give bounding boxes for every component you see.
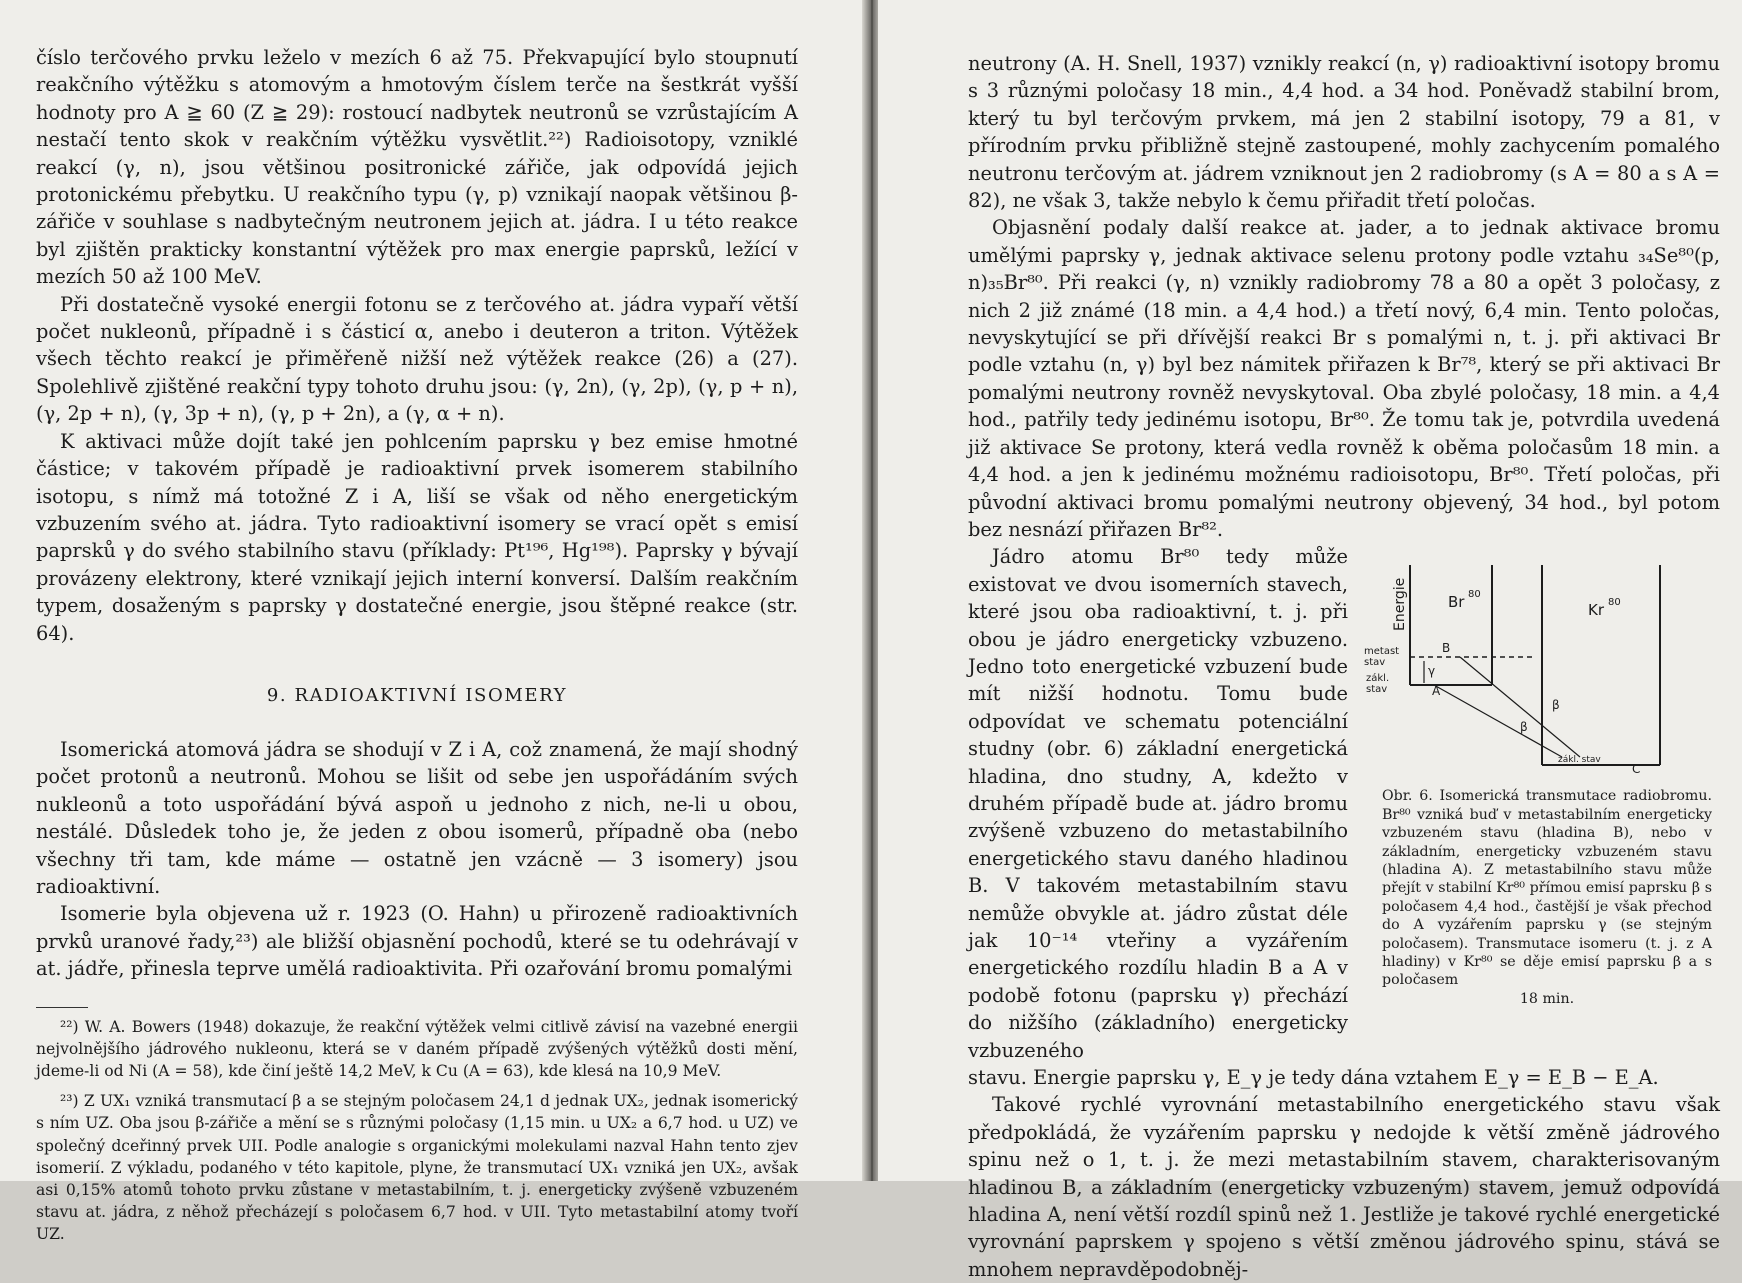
footnotes (36, 1016, 798, 1246)
level-a-label: A (1432, 684, 1441, 699)
caption-last-line: 18 min. (1519, 990, 1575, 1007)
paragraph: Při dostatečně vysoké energii fotonu se z terčového at. jádra vypaří větší počet nukleonů, případně i s částicí α, anebo i deuteron a triton. Výtěžek všech těchto reakcí je přiměřeně nižší než výtěžek reakce (26) a (27). Spolehlivě zjištěné reakční typy tohoto druhu jsou: (γ, 2n), (γ, 2p), (γ, p + n), (γ, 2p + n), (γ, 3p + n), (γ, p + 2n), a (γ, α + n). (36, 292, 798, 426)
ground-label: zákl. (1366, 673, 1390, 685)
metastable-label: stav (1364, 657, 1386, 669)
right-body-text (968, 50, 1720, 543)
kr-label: Kr (1588, 601, 1605, 620)
right-page (878, 0, 1742, 1281)
energy-axis-label: Energie (1392, 578, 1408, 632)
left-page (0, 0, 868, 1244)
paragraph: Takové rychlé vyrovnání metastabilního energetického stavu však předpokládá, že vyzářením paprsku γ nedojde k větší změně jádrového spinu než o 1, t. j. že mezi metastabilním stavem, charakterisovaným hladinou B, a základním (energeticky vzbuzeným) stavem, jemuž odpovídá hladina A, není větší rozdíl spinů než 1. Jestliže je takové rychlé energetické vyrovnání paprskem γ spojeno s větší změnou jádrového spinu, stává se mnohem nepravděpodobněj- (968, 1093, 1720, 1281)
gamma-label: γ (1428, 664, 1436, 679)
br-mass: 80 (1468, 589, 1481, 601)
paragraph: stavu. Energie paprsku γ, E_γ je tedy dána vztahem E_γ = E_B − E_A. (968, 1066, 1659, 1090)
figure-6 (1362, 561, 1722, 1008)
paragraph: číslo terčového prvku leželo v mezích 6 až 75. Překvapující bylo stoupnutí reakčního výtěžku s atomovým a hmotovým číslem terče na šestkrát vyšší hodnoty pro A ≧ 60 (Z ≧ 29): rostoucí nadbytek neutronů se vzrůstajícím A nestačí tento skok v reakčním výtěžku vysvětlit.²²) Radioisotopy, vzniklé reakcí (γ, n), jsou většinou positronické zářiče, jak odpovídá jejich protonickému přebytku. U reakčního typu (γ, p) vznikají naopak většinou β-zářiče v souhlase s nadbytečným neutronem jejich at. jádra. I u této reakce byl zjištěn prakticky konstantní výtěžek pro max energie paprsků, ležící v mezích 50 až 100 MeV. (36, 46, 798, 289)
wrap-text (968, 543, 1348, 1064)
isomer-diagram (1362, 561, 1682, 775)
section-heading: 9. RADIOAKTIVNÍ ISOMERY (266, 684, 568, 706)
paragraph: K aktivaci může dojít také jen pohlcením paprsku γ bez emise hmotné částice; v takovém případě je radioaktivní prvek isomerem stabilního isotopu, s nímž má totožné Z i A, liší se však od něho energetickým vzbuzením svého at. jádra. Tyto radioaktivní isomery se vrací opět s emisí paprsků γ do svého stabilního stavu (příklady: Pt¹⁹⁶, Hg¹⁹⁸). Paprsky γ bývají provázeny elektrony, které vznikají jejich interní konversí. Dalším reakčním typem, dosaženým s paprsky γ dostatečné energie, jsou štěpné reakce (str. 64). (36, 429, 798, 645)
footnote: ²²) W. A. Bowers (1948) dokazuje, že reakční výtěžek velmi citlivě závisí na vazebné energii nejvolnějšího jádrového nukleonu, která se v daném případě zvýšených výtěžků dosti mění, jdeme-li od Ni (A = 58), kde činí ještě 14,2 MeV, k Cu (A = 63), kde klesá na 10,9 MeV. (36, 1017, 798, 1080)
figure-caption (1382, 787, 1712, 1008)
br-label: Br (1448, 593, 1465, 612)
footnote-rule (36, 1007, 88, 1008)
paragraph: neutrony (A. H. Snell, 1937) vznikly reakcí (n, γ) radioaktivní isotopy bromu s 3 různými poločasy 18 min., 4,4 hod. a 34 hod. Poněvadž stabilní brom, který tu byl terčovým prvkem, má jen 2 stabilní isotopy, 79 a 81, v přírodním prvku přibližně stejně zastoupené, mohly zachycením pomalého neutronu terčovým at. jádrem vzniknout jen 2 radiobromy (s A = 80 a s A = 82), ne však 3, takže nebylo k čemu přiřadit třetí poločas. (968, 52, 1720, 213)
kr-ground-label: zákl. stav (1558, 755, 1601, 766)
footnote: ²³) Z UX₁ vzniká transmutací β a se stejným poločasem 24,1 d jednak UX₂, jednak isomerický s ním UZ. Oba jsou β-zářiče a mění se s různými poločasy (1,15 min. u UX₂ a 6,7 hod. u UZ) ve společný dceřinný prvek UII. Podle analogie s organickými molekulami nazval Hahn tento zjev isomerií. Z výkladu, podaného v této kapitole, plyne, že transmutací UX₁ vzniká jen UX₂, avšak asi 0,15% atomů tohoto prvku zůstane v metastabilním, t. j. energeticky zvýšeně vzbuzeném stavu at. jádra, z něhož přecházejí s poločasem 6,7 hod. v UII. Tyto metastabilní atomy tvoří UZ. (36, 1092, 798, 1244)
section-body-text (36, 736, 798, 983)
beta-label-1: β (1552, 698, 1560, 713)
level-b-label: B (1442, 641, 1451, 656)
caption-text: Obr. 6. Isomerická transmutace radiobromu. Br⁸⁰ vzniká buď v metastabilním energeticky vzbuzeném stavu (hladina B), nebo v základním, energeticky vzbuzeném stavu (hladina A). Z metastabilního stavu může přejít v stabilní Kr⁸⁰ přímou emisí paprsku β s poločasem 4,4 hod., častější je však přechod do A vyzářením paprsku γ (se stejným poločasem). Transmutace isomeru (t. j. z A hladiny) v Kr⁸⁰ se děje emisí paprsku β a s poločasem (1382, 788, 1712, 989)
level-c-label: C (1632, 762, 1641, 777)
beta-arrow-1 (1460, 657, 1580, 757)
paragraph: Objasnění podaly další reakce at. jader, a to jednak aktivace bromu umělými paprsky γ, jednak aktivace selenu protony podle vztahu ₃₄Se⁸⁰(p, n)₃₅Br⁸⁰. Při reakci (γ, n) vznikly radiobromy 78 a 80 a opět 3 poločasy, z nich 2 již známé (18 min. a 4,4 hod.) a třetí nový, 6,4 min. Tento poločas, nevyskytující se při dřívější reakci Br s pomalými n, t. j. při aktivaci Br podle vztahu (n, γ) byl bez námitek přiřazen k Br⁷⁸, který se při aktivaci Br pomalými neutrony rovněž nevyskytoval. Oba zbylé poločasy, 18 min. a 4,4 hod., patřily tedy jedinému isotopu, Br⁸⁰. Že tomu tak je, potvrdila uvedená již aktivace Se protony, která vedla rovněž k oběma poločasům 18 min. a 4,4 hod. a jen k jedinému možnému radioisotopu, Br⁸⁰. Třetí poločas, při původní aktivaci bromu pomalými neutrony objevený, 34 hod., byl potom bez nesnází přiřazen Br⁸². (968, 216, 1720, 541)
right-body-text-continued (968, 1064, 1720, 1283)
ground-label: stav (1366, 684, 1388, 696)
left-body-text (36, 44, 798, 647)
figure-wrap-block (968, 543, 1720, 1064)
kr-mass: 80 (1608, 597, 1621, 609)
beta-label-2: β (1520, 720, 1528, 735)
paragraph: Isomerická atomová jádra se shodují v Z i A, což znamená, že mají shodný počet protonů a neutronů. Mohou se lišit od sebe jen uspořádáním svých nukleonů a toto uspořádání bývá aspoň u jednoho z nich, ne-li u obou, nestálé. Důsledek toho je, že jeden z obou isomerů, případně oba (nebo všechny tři tam, kde máme — ostatně jen vzácně — 3 isomery) jsou radioaktivní. (36, 737, 798, 898)
paragraph: Isomerie byla objevena už r. 1923 (O. Hahn) u přirozeně radioaktivních prvků uranové řady,²³) ale bližší objasnění pochodů, které se tu odehrávají v at. jádře, přinesla teprve umělá radioaktivita. Při ozařování bromu pomalými (36, 902, 798, 981)
metastable-label: metast (1364, 646, 1400, 658)
paragraph: Jádro atomu Br⁸⁰ tedy může existovat ve dvou isomerních stavech, které jsou oba radioaktivní, t. j. při obou je jádro energeticky vzbuzeno. Jedno toto energetické vzbuzení bude mít nižší hodnotu. Tomu bude odpovídat ve schematu potenciální studny (obr. 6) základní energetická hladina, dno studny, A, kdežto v druhém případě bude at. jádro bromu zvýšeně vzbuzeno do metastabilního energetického stavu daného hladinou B. V takovém metastabilním stavu nemůže obvykle at. jádro zůstat déle jak 10⁻¹⁴ vteřiny a vyzářením energetického rozdílu hladin B a A v podobě fotonu (paprsku γ) přechází do nižšího (základního) energeticky vzbuzeného (968, 545, 1348, 1062)
